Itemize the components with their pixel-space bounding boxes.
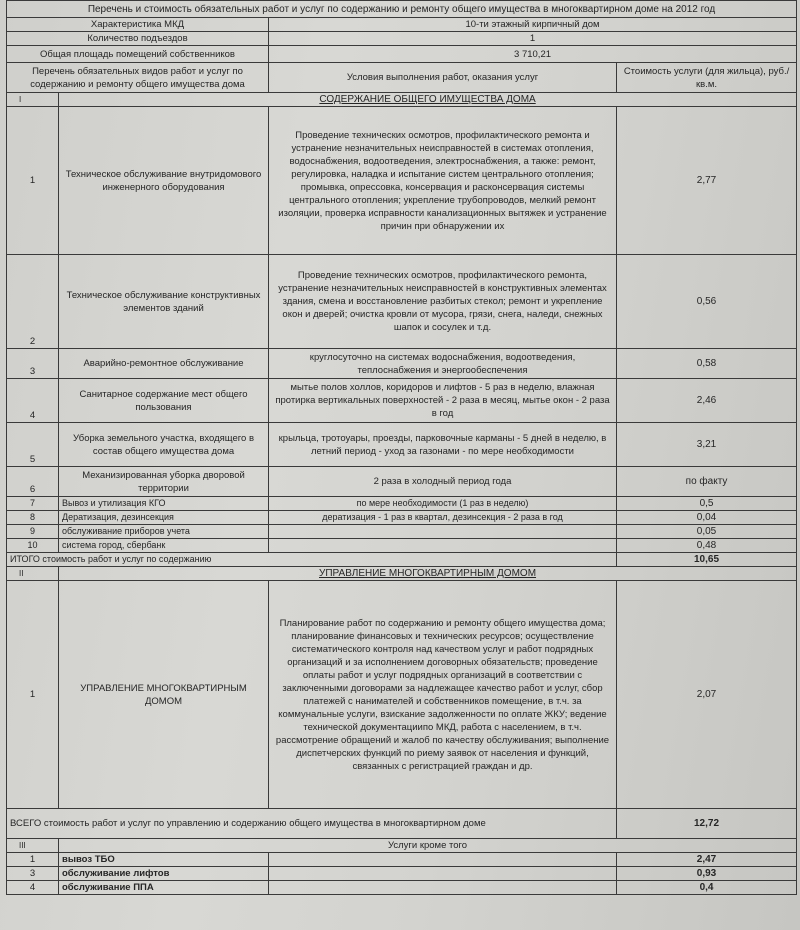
- service-name: обслуживание ППА: [59, 881, 269, 895]
- row-number: 3: [7, 867, 59, 881]
- service-cost: 0,48: [617, 539, 797, 553]
- table-row: [7, 525, 797, 539]
- service-conditions: [269, 867, 617, 881]
- row-number: 1: [7, 581, 59, 809]
- service-name: обслуживание приборов учета: [59, 525, 269, 539]
- info-label: Общая площадь помещений собственников: [7, 46, 269, 63]
- section-title: СОДЕРЖАНИЕ ОБЩЕГО ИМУЩЕСТВА ДОМА: [59, 93, 797, 107]
- info-value: 10-ти этажный кирпичный дом: [269, 18, 797, 32]
- info-value: 1: [269, 32, 797, 46]
- service-conditions: [269, 881, 617, 895]
- service-conditions: мытье полов холлов, коридоров и лифтов - 5 раз в неделю, влажная протирка вертикальных поверхностей - 2 раза в месяц, мытье окон - 2 раза в год: [269, 379, 617, 423]
- table-row: [7, 467, 797, 497]
- info-label: Характеристика МКД: [7, 18, 269, 32]
- section-number: II: [7, 567, 59, 581]
- service-name: обслуживание лифтов: [59, 867, 269, 881]
- service-cost: 2,46: [617, 379, 797, 423]
- service-cost: 2,77: [617, 107, 797, 255]
- row-number: 8: [7, 511, 59, 525]
- info-label: Количество подъездов: [7, 32, 269, 46]
- total-row: [7, 809, 797, 839]
- total-value: 10,65: [617, 553, 797, 567]
- info-row: [7, 46, 797, 63]
- row-number: 2: [7, 255, 59, 349]
- service-name: Техническое обслуживание внутридомового инженерного оборудования: [59, 107, 269, 255]
- service-name: УПРАВЛЕНИЕ МНОГОКВАРТИРНЫМ ДОМОМ: [59, 581, 269, 809]
- service-conditions: [269, 525, 617, 539]
- service-conditions: дератизация - 1 раз в квартал, дезинсекция - 2 раза в год: [269, 511, 617, 525]
- service-cost: 0,04: [617, 511, 797, 525]
- row-number: 1: [7, 853, 59, 867]
- service-name: Механизированная уборка дворовой территории: [59, 467, 269, 497]
- table-row: [7, 255, 797, 349]
- service-conditions: [269, 853, 617, 867]
- section-row: [7, 93, 797, 107]
- grand-total-label: ВСЕГО стоимость работ и услуг по управлению и содержанию общего имущества в многоквартирном доме: [7, 809, 617, 839]
- service-conditions: 2 раза в холодный период года: [269, 467, 617, 497]
- service-cost: 0,58: [617, 349, 797, 379]
- table-row: [7, 379, 797, 423]
- service-cost: 2,07: [617, 581, 797, 809]
- service-conditions: по мере необходимости (1 раз в неделю): [269, 497, 617, 511]
- service-cost: по факту: [617, 467, 797, 497]
- service-cost: 0,93: [617, 867, 797, 881]
- info-row: [7, 18, 797, 32]
- row-number: 5: [7, 423, 59, 467]
- table-row: [7, 349, 797, 379]
- row-number: 1: [7, 107, 59, 255]
- table-row: [7, 853, 797, 867]
- grand-total-value: 12,72: [617, 809, 797, 839]
- table-row: [7, 539, 797, 553]
- table-row: [7, 107, 797, 255]
- service-conditions: [269, 539, 617, 553]
- services-table: [6, 0, 797, 895]
- header-conditions: Условия выполнения работ, оказания услуг: [269, 63, 617, 93]
- table-row: [7, 497, 797, 511]
- table-row: [7, 867, 797, 881]
- service-cost: 0,05: [617, 525, 797, 539]
- service-name: Вывоз и утилизация КГО: [59, 497, 269, 511]
- row-number: 6: [7, 467, 59, 497]
- service-cost: 0,56: [617, 255, 797, 349]
- row-number: 4: [7, 881, 59, 895]
- total-row: [7, 553, 797, 567]
- row-number: 7: [7, 497, 59, 511]
- service-conditions: круглосуточно на системах водоснабжения, водоотведения, теплоснабжения и энергообеспечения: [269, 349, 617, 379]
- section-title: Услуги кроме того: [59, 839, 797, 853]
- header-cost: Стоимость услуги (для жильца), руб./кв.м.: [617, 63, 797, 93]
- row-number: 3: [7, 349, 59, 379]
- table-row: [7, 881, 797, 895]
- section-row: [7, 839, 797, 853]
- service-name: Аварийно-ремонтное обслуживание: [59, 349, 269, 379]
- service-cost: 0,4: [617, 881, 797, 895]
- row-number: 10: [7, 539, 59, 553]
- header-services: Перечень обязательных видов работ и услуг по содержанию и ремонту общего имущества дома: [7, 63, 269, 93]
- total-label: ИТОГО стоимость работ и услуг по содержанию: [7, 553, 617, 567]
- row-number: 4: [7, 379, 59, 423]
- section-number: III: [7, 839, 59, 853]
- table-row: [7, 423, 797, 467]
- table-row: [7, 581, 797, 809]
- service-name: система город, сбербанк: [59, 539, 269, 553]
- info-value: 3 710,21: [269, 46, 797, 63]
- service-name: вывоз ТБО: [59, 853, 269, 867]
- service-conditions: Проведение технических осмотров, профилактического ремонта, устранение незначительных неисправностей в конструктивных элементах здания, смена и восстановление разбитых стекол; ремонт и укрепление окон и дверей; очистка кровли от мусора, грязи, снега, наледи, снежных шапок и сосулек и т.д.: [269, 255, 617, 349]
- service-conditions: Проведение технических осмотров, профилактического ремонта и устранение незначительных неисправностей в системах отопления, водоснабжения, водоотведения, электроснабжения, а также: ремонт, регулировка, наладка и испытание систем центрального отопления; промывка, опрессовка, консервация и расконсервация системы центрального отопления; укрепление трубопроводов, мелкий ремонт изоляции, проверка исправности канализационных вытяжек и устранение причин при обнаружении их: [269, 107, 617, 255]
- section-number: I: [7, 93, 59, 107]
- service-conditions: Планирование работ по содержанию и ремонту общего имущества дома; планирование финансовых и технических ресурсов; осуществление систематического контроля над качеством услуг и работ подрядных организаций и за исполнением договорных обязательств; проведение оплаты работ и услуг подрядных организаций в соответствии с заключенными договорами за надлежащее качество работ и услуг, сбор платежей с нанимателей и собственников помещение, в т.ч. за коммунальные услуги, взискание задолженности по оплате ЖКУ; ведение технической документациипо МКД, работа с населением, в т.ч. рассмотрение обращений и жалоб по качеству обслуживания; выполнение диспетчерских функций по риему заявок от населения и функций, связанных с регистрацией граждан и др.: [269, 581, 617, 809]
- document-title: Перечень и стоимость обязательных работ и услуг по содержанию и ремонту общего имущества в многоквартирном доме на 2012 год: [7, 1, 797, 18]
- service-name: Уборка земельного участка, входящего в состав общего имущества дома: [59, 423, 269, 467]
- title-row: [7, 1, 797, 18]
- section-title: УПРАВЛЕНИЕ МНОГОКВАРТИРНЫМ ДОМОМ: [59, 567, 797, 581]
- table-row: [7, 511, 797, 525]
- service-cost: 2,47: [617, 853, 797, 867]
- service-cost: 0,5: [617, 497, 797, 511]
- service-name: Дератизация, дезинсекция: [59, 511, 269, 525]
- row-number: 9: [7, 525, 59, 539]
- service-name: Санитарное содержание мест общего пользования: [59, 379, 269, 423]
- service-cost: 3,21: [617, 423, 797, 467]
- service-conditions: крыльца, тротоуары, проезды, парковочные карманы - 5 дней в неделю, в летний период - уход за газонами - по мере необходимости: [269, 423, 617, 467]
- info-row: [7, 32, 797, 46]
- header-row: [7, 63, 797, 93]
- section-row: [7, 567, 797, 581]
- service-name: Техническое обслуживание конструктивных элементов зданий: [59, 255, 269, 349]
